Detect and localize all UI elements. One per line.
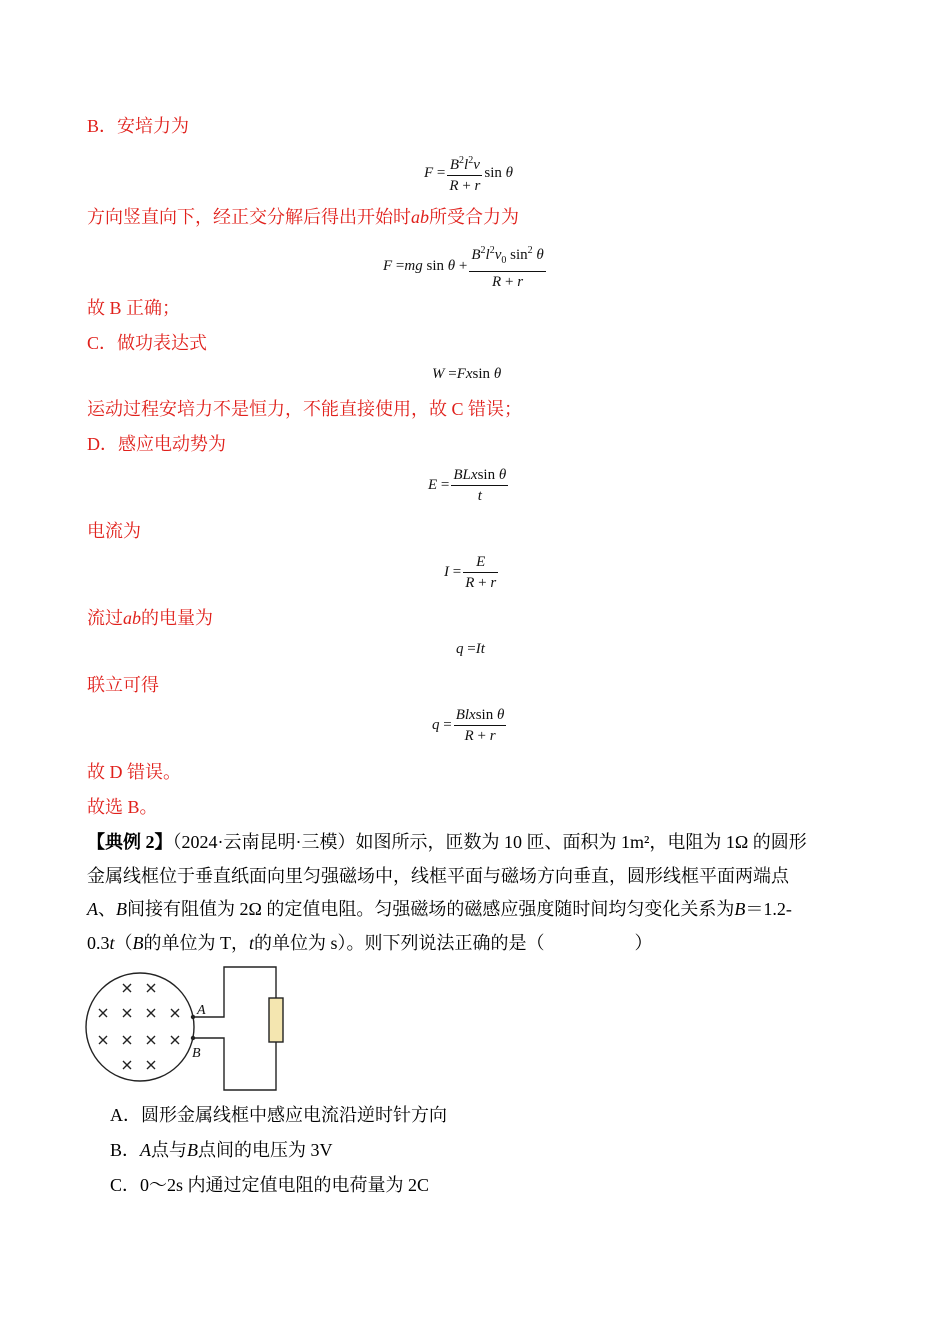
formula-net-force: F =mg sin θ + $\frac{B^2l^2v_0 \sin^2 \theta}{R + r}$: [383, 241, 548, 292]
formula-charge: q =It: [456, 641, 485, 657]
circuit-figure: [85, 965, 295, 1095]
option-c-comment: 运动过程安培力不是恒力，不能直接使用，故 C 错误；: [87, 399, 523, 419]
example-line-3: A、B间接有阻值为 2Ω 的定值电阻。匀强磁场的磁感应强度随时间均匀变化关系为B＝1.2-: [87, 899, 792, 919]
formula-charge-result: q = $\frac{\text{Blxsin θ}}{R + r}$: [432, 707, 505, 744]
option-a: A．圆形金属线框中感应电流沿逆时针方向: [110, 1105, 447, 1125]
formula-work: W =Fxsin θ: [432, 366, 502, 382]
current-label: 电流为: [87, 521, 141, 541]
answer-line: 故选 B。: [87, 797, 158, 817]
example-line-2: 金属线框位于垂直纸面向里匀强磁场中，线框平面与磁场方向垂直，圆形线框平面两端点: [87, 866, 789, 886]
label-a: A: [197, 1003, 206, 1018]
formula-ampere-force: F = $\frac{B^2l^2v}{R + r}$ sin θ: [424, 151, 513, 196]
label-b: B: [192, 1046, 201, 1061]
resistor: [269, 998, 283, 1042]
option-c: C．0～2s 内通过定值电阻的电荷量为 2C: [110, 1175, 430, 1195]
charge-label: 流过ab的电量为: [87, 608, 213, 628]
magnetic-field-crosses: [99, 984, 179, 1069]
option-d-conclusion: 故 D 错误。: [87, 762, 181, 782]
formula-current: I = $\frac{E}{R + r}$: [444, 554, 497, 591]
option-c-heading: C．做功表达式: [87, 333, 208, 353]
option-b: B．A点与B点间的电压为 3V: [110, 1140, 333, 1160]
option-b-heading: B．安培力为: [87, 116, 190, 136]
option-b-conclusion: 故 B 正确；: [87, 298, 181, 318]
coil-circle: [86, 973, 194, 1081]
direction-line: 方向竖直向下，经正交分解后得出开始时ab所受合力为: [87, 207, 519, 227]
option-d-heading: D．感应电动势为: [87, 434, 226, 454]
circuit-wire: [193, 967, 276, 1090]
combine-label: 联立可得: [87, 675, 159, 695]
example-line-1: 【典例 2】（2024·云南昆明·三模）如图所示，匝数为 10 匝、面积为 1m²，电阻为 1Ω 的圆形: [87, 832, 807, 852]
formula-emf: E = $\frac{\text{BLxsin θ}}{t}$: [428, 467, 507, 504]
example-tag: 【典例 2】: [87, 832, 173, 852]
example-line-4: 0.3t（B的单位为 T，t的单位为 s）。则下列说法正确的是（ ）: [87, 933, 653, 953]
